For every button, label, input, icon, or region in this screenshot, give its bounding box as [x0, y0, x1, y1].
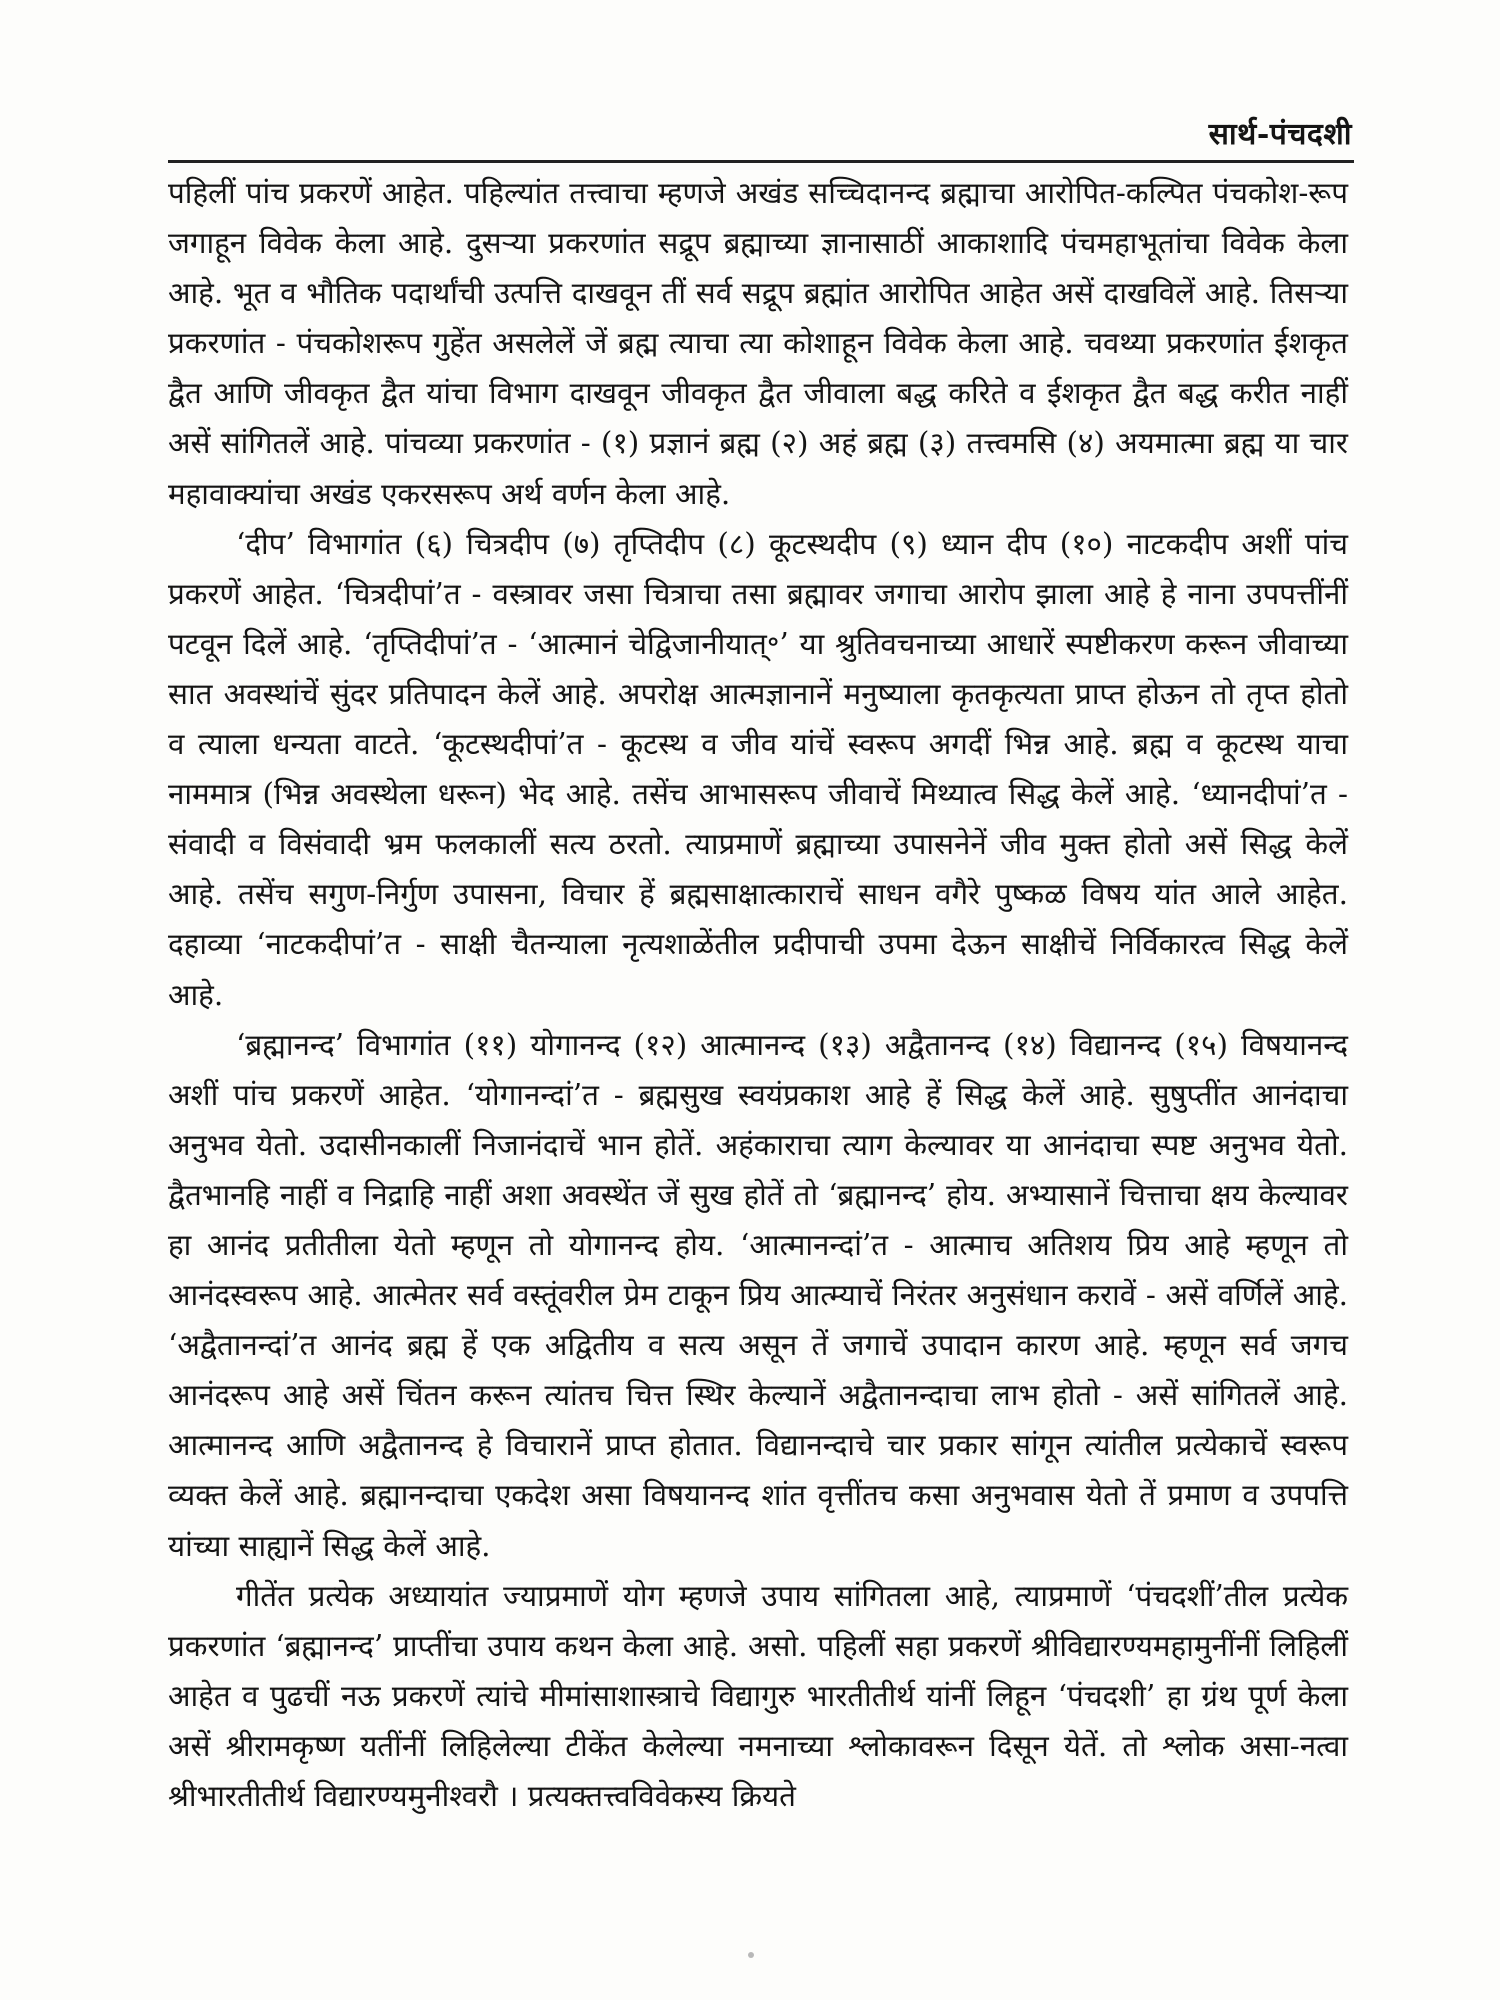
- paragraph-gita-authorship: गीतेंत प्रत्येक अध्यायांत ज्याप्रमाणें योग म्हणजे उपाय सांगितला आहे, त्याप्रमाणें ‘पंचदशीं’तील प्रत्येक प्रकरणांत ‘ब्रह्मानन्द’ प्राप्तींचा उपाय कथन केला आहे. असो. पहिलीं सहा प्रकरणें श्रीविद्यारण्यमहामुनींनीं लिहिलीं आहेत व पुढचीं नऊ प्रकरणें त्यांचे मीमांसाशास्त्राचे विद्यागुरु भारतीतीर्थ यांनीं लिहून ‘पंचदशी’ हा ग्रंथ पूर्ण केला असें श्रीरामकृष्ण यतींनीं लिहिलेल्या टीकेंत केलेल्या नमनाच्या श्लोकावरून दिसून येतें. तो श्लोक असा-नत्वा श्रीभारतीतीर्थ विद्यारण्यमुनीश्वरौ । प्रत्यक्तत्त्वविवेकस्य क्रियते: [168, 1578, 1348, 1813]
- page-speck: [748, 1952, 754, 1958]
- page-body: [168, 168, 1348, 1821]
- paragraph-brahmanand-section: ‘ब्रह्मानन्द’ विभागांत (११) योगानन्द (१२) आत्मानन्द (१३) अद्वैतानन्द (१४) विद्यानन्द (१५) विषयानन्द अशीं पांच प्रकरणें आहेत. ‘योगानन्दां’त - ब्रह्मसुख स्वयंप्रकाश आहे हें सिद्ध केलें आहे. सुषुप्तींत आनंदाचा अनुभव येतो. उदासीनकालीं निजानंदाचें भान होतें. अहंकाराचा त्याग केल्यावर या आनंदाचा स्पष्ट अनुभव येतो. द्वैतभानहि नाहीं व निद्राहि नाहीं अशा अवस्थेंत जें सुख होतें तो ‘ब्रह्मानन्द’ होय. अभ्यासानें चित्ताचा क्षय केल्यावर हा आनंद प्रतीतीला येतो म्हणून तो योगानन्द होय. ‘आत्मानन्दां’त - आत्माच अतिशय प्रिय आहे म्हणून तो आनंदस्वरूप आहे. आत्मेतर सर्व वस्तूंवरील प्रेम टाकून प्रिय आत्म्याचें निरंतर अनुसंधान करावें - असें वर्णिलें आहे. ‘अद्वैतानन्दां’त आनंद ब्रह्म हें एक अद्वितीय व सत्य असून तें जगाचें उपादान कारण आहे. म्हणून सर्व जगच आनंदरूप आहे असें चिंतन करून त्यांतच चित्त स्थिर केल्यानें अद्वैतानन्दाचा लाभ होतो - असें सांगितलें आहे. आत्मानन्द आणि अद्वैतानन्द हे विचारानें प्राप्त होतात. विद्यानन्दाचे चार प्रकार सांगून त्यांतील प्रत्येकाचें स्वरूप व्यक्त केलें आहे. ब्रह्मानन्दाचा एकदेश असा विषयानन्द शांत वृत्तींतच कसा अनुभवास येतो तें प्रमाण व उपपत्ति यांच्या साह्यानें सिद्ध केलें आहे.: [168, 1027, 1348, 1563]
- paragraph-deep-section: ‘दीप’ विभागांत (६) चित्रदीप (७) तृप्तिदीप (८) कूटस्थदीप (९) ध्यान दीप (१०) नाटकदीप अशीं पांच प्रकरणें आहेत. ‘चित्रदीपां’त - वस्त्रावर जसा चित्राचा तसा ब्रह्मावर जगाचा आरोप झाला आहे हे नाना उपपत्तींनीं पटवून दिलें आहे. ‘तृप्तिदीपां’त - ‘आत्मानं चेद्विजानीयात्॰’ या श्रुतिवचनाच्या आधारें स्पष्टीकरण करून जीवाच्या सात अवस्थांचें सुंदर प्रतिपादन केलें आहे. अपरोक्ष आत्मज्ञानानें मनुष्याला कृतकृत्यता प्राप्त होऊन तो तृप्त होतो व त्याला धन्यता वाटते. ‘कूटस्थदीपां’त - कूटस्थ व जीव यांचें स्वरूप अगदीं भिन्न आहे. ब्रह्म व कूटस्थ याचा नाममात्र (भिन्न अवस्थेला धरून) भेद आहे. तसेंच आभासरूप जीवाचें मिथ्यात्व सिद्ध केलें आहे. ‘ध्यानदीपां’त - संवादी व विसंवादी भ्रम फलकालीं सत्य ठरतो. त्याप्रमाणें ब्रह्माच्या उपासनेनें जीव मुक्त होतो असें सिद्ध केलें आहे. तसेंच सगुण-निर्गुण उपासना, विचार हें ब्रह्मसाक्षात्काराचें साधन वगैरे पुष्कळ विषय यांत आले आहेत. दहाव्या ‘नाटकदीपां’त - साक्षी चैतन्याला नृत्यशाळेंतील प्रदीपाची उपमा देऊन साक्षीचें निर्विकारत्व सिद्ध केलें आहे.: [168, 526, 1348, 1012]
- header-rule: [168, 160, 1354, 163]
- running-head-title: सार्थ-पंचदशी: [1208, 117, 1352, 152]
- paragraph-prakaran-overview: पहिलीं पांच प्रकरणें आहेत. पहिल्यांत तत्त्वाचा म्हणजे अखंड सच्चिदानन्द ब्रह्माचा आरोपित-कल्पित पंचकोश-रूप जगाहून विवेक केला आहे. दुसऱ्या प्रकरणांत सद्रूप ब्रह्माच्या ज्ञानासाठीं आकाशादि पंचमहाभूतांचा विवेक केला आहे. भूत व भौतिक पदार्थांची उत्पत्ति दाखवून तीं सर्व सद्रूप ब्रह्मांत आरोपित आहेत असें दाखविलें आहे. तिसऱ्या प्रकरणांत - पंचकोशरूप गुहेंत असलेलें जें ब्रह्म त्याचा त्या कोशाहून विवेक केला आहे. चवथ्या प्रकरणांत ईशकृत द्वैत आणि जीवकृत द्वैत यांचा विभाग दाखवून जीवकृत द्वैत जीवाला बद्ध करिते व ईशकृत द्वैत बद्ध करीत नाहीं असें सांगितलें आहे. पांचव्या प्रकरणांत - (१) प्रज्ञानं ब्रह्म (२) अहं ब्रह्म (३) तत्त्वमसि (४) अयमात्मा ब्रह्म या चार महावाक्यांचा अखंड एकरसरूप अर्थ वर्णन केला आहे.: [168, 176, 1348, 511]
